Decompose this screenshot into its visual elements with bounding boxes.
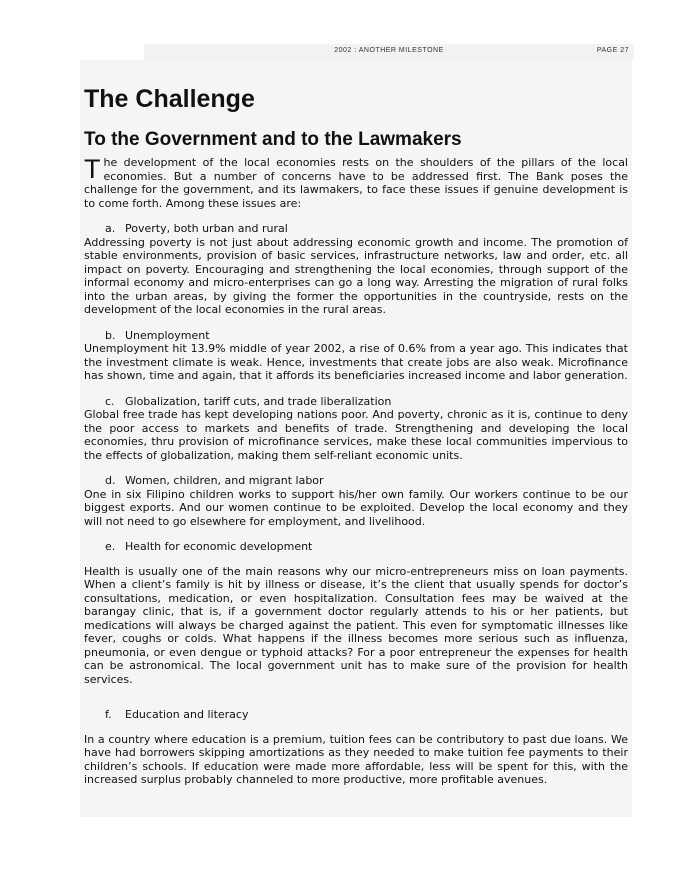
item-body-women-children: One in six Filipino children works to support his/her own family. Our workers continue to be our biggest exports. And our women continue to be exploited. Develop the local economy and they will not need to go elsewhere for employment, and livelihood. bbox=[84, 487, 628, 528]
running-header bbox=[144, 44, 634, 60]
page-title: The Challenge bbox=[84, 85, 255, 113]
item-body-unemployment: Unemployment hit 13.9% middle of year 2002, a rise of 0.6% from a year ago. This indicates that the investment climate is weak. Hence, investments that create jobs are also weak. Microfinance has shown, time and again, that it affords its beneficiaries increased income and labor generation. bbox=[84, 342, 628, 382]
item-heading-unemployment bbox=[105, 329, 628, 343]
item-heading-text: Globalization, tariff cuts, and trade liberalization bbox=[125, 394, 392, 408]
item-letter: a. bbox=[105, 222, 116, 235]
item-letter: b. bbox=[105, 328, 116, 342]
item-heading-education bbox=[105, 708, 628, 722]
item-heading-globalization bbox=[105, 395, 628, 409]
item-heading-text: Education and literacy bbox=[125, 708, 249, 721]
section-heading: To the Government and to the Lawmakers bbox=[84, 129, 462, 150]
running-title: 2002 : ANOTHER MILESTONE bbox=[334, 47, 444, 54]
item-heading-text: Health for economic development bbox=[125, 540, 313, 553]
item-heading-women-children bbox=[105, 474, 628, 488]
item-body-education: In a country where education is a premium, tuition fees can be contributory to past due loans. We have had borrowers skipping amortizations as they needed to make tuition fee payments to their children’s schools. If education were made more affordable, less will be spent for this, with the increased surplus probably channeled to more productive, more profitable avenues. bbox=[84, 732, 628, 786]
item-body-health: Health is usually one of the main reasons why our micro-entrepreneurs miss on loan payments. When a client’s family is hit by illness or disease, it’s the client that usually spends for doctor’s consultations, medication, or even hospitalization. Consultation fees may be waived at the barangay clinic, that is, if a government doctor regularly attends to his or her patients, but medications will always be charged against the patient. This even for symptomatic illnesses like fever, coughs or colds. What happens if the illness becomes more serious such as influenza, pneumonia, or even dengue or typhoid attacks? For a poor entrepreneur the expenses for health can be astronomical. The local government unit has to make sure of the provision for health services. bbox=[84, 564, 628, 686]
item-heading-text: Women, children, and migrant labor bbox=[125, 474, 324, 487]
item-letter: d. bbox=[105, 474, 116, 487]
drop-cap: T bbox=[84, 154, 101, 184]
item-body-globalization: Global free trade has kept developing nations poor. And poverty, chronic as it is, continue to deny the poor access to markets and benefits of trade. Strengthening and developing the local economies, thru provision of microfinance services, make these local communities impervious to the effects of globalization, making them self-reliant economic units. bbox=[84, 408, 628, 462]
item-letter: c. bbox=[105, 394, 115, 408]
item-heading-text: Unemployment bbox=[125, 328, 210, 342]
page-number: PAGE 27 bbox=[596, 47, 629, 54]
page-body bbox=[80, 60, 632, 817]
intro-paragraph bbox=[84, 156, 628, 210]
item-letter: f. bbox=[105, 708, 112, 721]
item-heading-health bbox=[105, 540, 628, 554]
item-body-poverty: Addressing poverty is not just about addressing economic growth and income. The promotion of stable environments, provision of basic services, infrastructure networks, law and order, etc. all impact on poverty. Encouraging and strengthening the local economies, through support of the informal economy and micro-enterprises can go a long way. Arresting the migration of rural folks into the urban areas, by giving the former the opportunities in the countryside, rests on the development of the local economies in the rural areas. bbox=[84, 235, 628, 316]
intro-text: he development of the local economies rests on the shoulders of the pillars of the local economies. But a number of concerns have to be addressed first. The Bank poses the challenge for the government, and its lawmakers, to face these issues if genuine development is to come forth. Among these issues are: bbox=[84, 156, 628, 210]
item-heading-poverty bbox=[105, 222, 628, 236]
item-letter: e. bbox=[105, 540, 116, 553]
item-heading-text: Poverty, both urban and rural bbox=[125, 222, 288, 235]
